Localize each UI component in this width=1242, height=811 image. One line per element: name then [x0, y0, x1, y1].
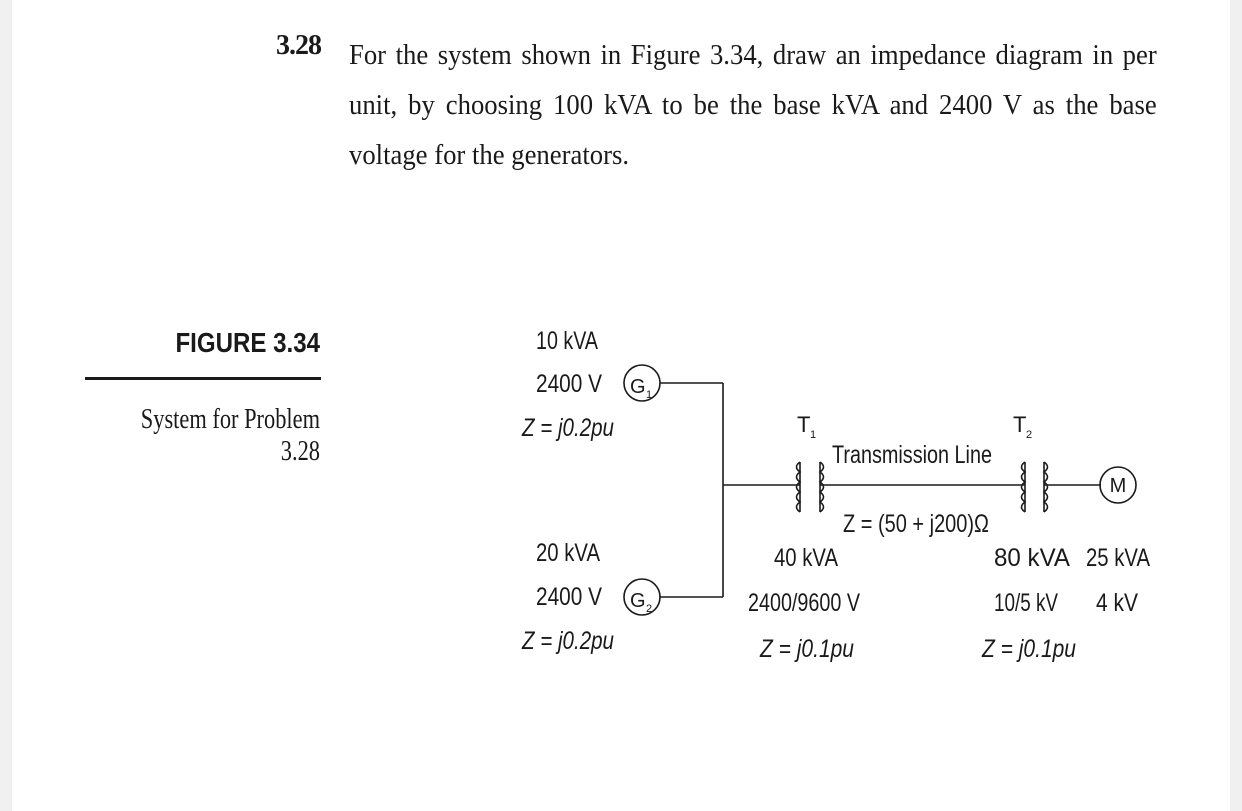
figure-label: FIGURE 3.34	[175, 327, 320, 358]
t2-transformer-icon	[1022, 462, 1048, 512]
g1-impedance: Z = j0.2pu	[521, 414, 615, 442]
g1-rating: 10 kVA	[536, 327, 599, 355]
g1-subscript: 1	[646, 389, 653, 401]
t1-subscript: 1	[810, 429, 817, 441]
transmission-line-impedance: Z = (50 + j200)Ω	[843, 510, 989, 538]
t2-rating: 80 kVA	[994, 544, 1071, 572]
t1-rating: 40 kVA	[774, 544, 839, 572]
transmission-line-label: Transmission Line	[832, 441, 992, 469]
motor-symbol: M	[1109, 475, 1127, 497]
t1-transformer-icon	[797, 462, 824, 512]
problem-number: 3.28	[276, 30, 321, 61]
figure-caption: System for Problem 3.28	[140, 404, 320, 467]
g2-symbol: G	[630, 590, 646, 612]
g2-impedance: Z = j0.2pu	[521, 627, 615, 655]
t1-impedance: Z = j0.1pu	[759, 635, 855, 663]
t1-voltage: 2400/9600 V	[748, 589, 861, 617]
g2-voltage: 2400 V	[536, 583, 603, 611]
g1-voltage: 2400 V	[536, 370, 603, 398]
motor-voltage: 4 kV	[1096, 589, 1139, 617]
t2-impedance: Z = j0.1pu	[981, 635, 1077, 663]
g2-rating: 20 kVA	[536, 539, 601, 567]
g1-symbol: G	[630, 376, 646, 398]
t1-symbol: T	[797, 412, 811, 437]
motor-rating: 25 kVA	[1086, 544, 1151, 572]
t2-subscript: 2	[1026, 429, 1033, 441]
g2-subscript: 2	[646, 603, 653, 615]
problem-text: For the system shown in Figure 3.34, draw an impedance diagram in per unit, by choosing 100 kVA to be the base kVA and 2400 V as the base voltage for the generators.	[349, 39, 1157, 171]
t2-symbol: T	[1013, 412, 1027, 437]
t2-voltage: 10/5 kV	[994, 589, 1059, 617]
